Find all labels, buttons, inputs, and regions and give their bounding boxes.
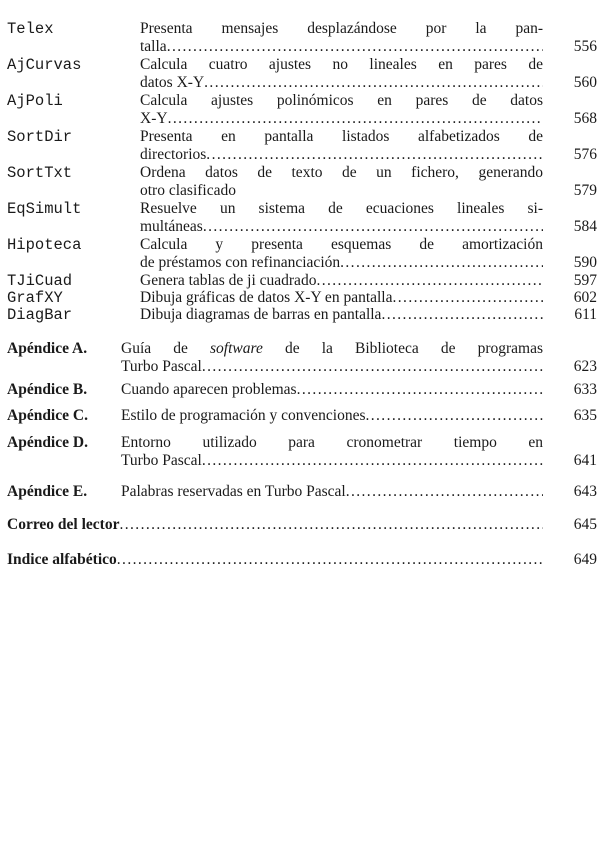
leader-dots — [204, 74, 543, 92]
program-name: AjPoli — [7, 92, 63, 110]
description-leader-line — [140, 218, 543, 236]
description-leader-line — [121, 407, 543, 425]
program-name: Hipoteca — [7, 236, 82, 254]
appendix-label: Apéndice B. — [7, 381, 88, 398]
description-line: Resuelve un sistema de ecuaciones lineales si- — [140, 200, 543, 217]
description-leader-line — [140, 110, 543, 128]
description-line: Presenta en pantalla listados alfabetizados de — [140, 128, 543, 145]
page-number: 633 — [573, 381, 597, 398]
page-number: 602 — [573, 289, 597, 306]
program-description — [140, 236, 543, 272]
leader-dots — [168, 110, 543, 128]
leader-dots — [346, 483, 543, 501]
description-line: Calcula ajustes polinómicos en pares de datos — [140, 92, 543, 109]
program-description — [140, 128, 543, 164]
program-name: SortDir — [7, 128, 73, 146]
page-number: 623 — [573, 358, 597, 375]
program-name: SortTxt — [7, 164, 73, 182]
program-name: AjCurvas — [7, 56, 82, 74]
entry-title: Correo del lector — [7, 516, 120, 533]
appendix-label: Apéndice E. — [7, 483, 88, 500]
program-name: TJiCuad — [7, 272, 73, 290]
leader-dots — [167, 38, 543, 56]
description-leader-line — [7, 551, 543, 569]
leader-dots — [202, 358, 543, 376]
leader-dots — [316, 272, 543, 290]
page-number: 635 — [573, 407, 597, 424]
leader-dots — [297, 381, 543, 399]
description-line: multáneas — [140, 218, 203, 235]
description-leader-line — [121, 358, 543, 376]
leader-dots — [393, 289, 544, 307]
page-number: 576 — [573, 146, 597, 163]
description-line: talla — [140, 38, 167, 55]
page-number: 560 — [573, 74, 597, 91]
description-leader-line — [140, 74, 543, 92]
description-line: Genera tablas de ji cuadrado — [140, 272, 317, 289]
appendix-title — [121, 381, 543, 399]
appendix-title-line: Turbo Pascal — [121, 452, 202, 469]
program-description — [140, 306, 543, 324]
description-leader-line — [140, 289, 543, 307]
page-number: 645 — [573, 516, 597, 533]
program-name: DiagBar — [7, 306, 73, 324]
description-line: otro clasificado — [140, 182, 236, 199]
program-description — [140, 164, 543, 200]
description-line: Dibuja gráficas de datos X-Y en pantalla — [140, 289, 393, 306]
description-leader-line — [121, 381, 543, 399]
appendix-title — [121, 407, 543, 425]
leader-dots — [381, 306, 543, 324]
program-description — [140, 200, 543, 236]
appendix-title-line: Entorno utilizado para cronometrar tiempo en — [121, 434, 543, 451]
description-line: Calcula cuatro ajustes no lineales en pares de — [140, 56, 543, 73]
description-leader-line — [121, 483, 543, 501]
description-leader-line — [140, 38, 543, 56]
appendix-label: Apéndice A. — [7, 340, 88, 357]
leader-dots — [202, 452, 543, 470]
description-line: Dibuja diagramas de barras en pantalla — [140, 306, 382, 323]
page-number: 579 — [573, 182, 597, 199]
description-leader-line — [121, 452, 543, 470]
description-line: directorios — [140, 146, 207, 163]
description-leader-line — [140, 146, 543, 164]
appendix-title-line: Cuando aparecen problemas — [121, 381, 297, 398]
description-line: datos X-Y — [140, 74, 205, 91]
leader-dots — [203, 218, 543, 236]
page-number: 556 — [573, 38, 597, 55]
appendix-title-line: Palabras reservadas en Turbo Pascal — [121, 483, 346, 500]
appendix-title-line: Turbo Pascal — [121, 358, 202, 375]
program-description — [140, 272, 543, 290]
appendix-label: Apéndice D. — [7, 434, 88, 451]
program-name: EqSimult — [7, 200, 82, 218]
page-number: 597 — [573, 272, 597, 289]
program-description — [140, 20, 543, 56]
appendix-title-line: Guía de software de la Biblioteca de programas — [121, 340, 543, 357]
appendix-title — [121, 340, 543, 376]
leader-dots — [119, 516, 543, 534]
description-line: Calcula y presenta esquemas de amortización — [140, 236, 543, 253]
description-leader-line — [7, 516, 543, 534]
page-number: 568 — [573, 110, 597, 127]
program-description — [140, 92, 543, 128]
leader-dots — [206, 146, 543, 164]
page-number: 584 — [573, 218, 597, 235]
description-leader-line — [140, 272, 543, 290]
appendix-label: Apéndice C. — [7, 407, 88, 424]
program-description — [140, 56, 543, 92]
appendix-title — [121, 434, 543, 470]
page-number: 641 — [573, 452, 597, 469]
program-description — [140, 289, 543, 307]
description-leader-line — [140, 254, 543, 272]
program-name: Telex — [7, 20, 54, 38]
page-number: 649 — [573, 551, 597, 568]
leader-dots — [340, 254, 543, 272]
description-leader-line — [140, 306, 543, 324]
description-line: X-Y — [140, 110, 168, 127]
appendix-title-line: Estilo de programación y convenciones — [121, 407, 366, 424]
description-line: de préstamos con refinanciación — [140, 254, 341, 271]
page-number: 590 — [573, 254, 597, 271]
leader-dots — [365, 407, 543, 425]
description-line: Ordena datos de texto de un fichero, generando — [140, 164, 543, 181]
program-name: GrafXY — [7, 289, 63, 307]
appendix-title — [121, 483, 543, 501]
entry-title: Indice alfabético — [7, 551, 117, 568]
page-number: 643 — [573, 483, 597, 500]
description-line: Presenta mensajes desplazándose por la pan- — [140, 20, 543, 37]
page-number: 611 — [574, 306, 597, 323]
leader-dots — [117, 551, 543, 569]
